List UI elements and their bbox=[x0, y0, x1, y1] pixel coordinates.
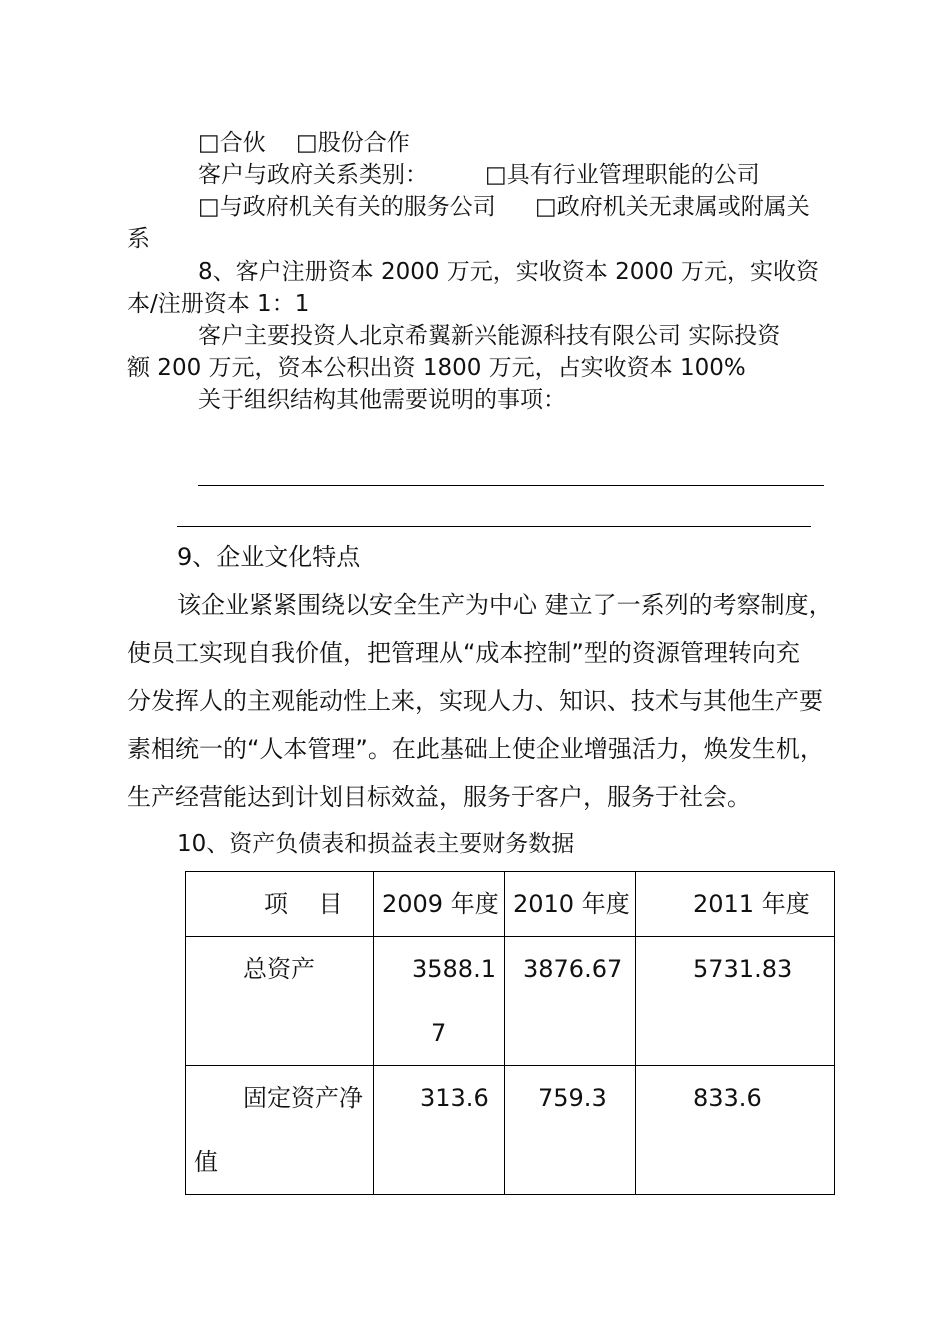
blank-line-1 bbox=[198, 485, 824, 486]
org-notes-label: 关于组织结构其他需要说明的事项： bbox=[198, 387, 566, 413]
table-row bbox=[186, 1066, 835, 1195]
option-industry-management: □具有行业管理职能的公司 bbox=[485, 162, 760, 188]
culture-line: 素相统一的“人本管理”。在此基础上使企业增强活力，焕发生机， bbox=[127, 735, 824, 763]
value-2011: 833.6 bbox=[636, 1066, 835, 1195]
row-label-cont: 值 bbox=[194, 1148, 218, 1176]
header-2009: 2009 年度 bbox=[374, 872, 505, 937]
cell-2009 bbox=[374, 937, 505, 1066]
value-2009-cont: 7 bbox=[431, 1019, 447, 1047]
option-partnership: □合伙 bbox=[198, 130, 266, 156]
row-label: 固定资产净 bbox=[243, 1084, 363, 1112]
culture-line: 分发挥人的主观能动性上来，实现人力、知识、技术与其他生产要 bbox=[127, 687, 823, 715]
culture-heading: 9、企业文化特点 bbox=[177, 543, 361, 571]
capital-line-2: 本/注册资本 1：1 bbox=[127, 291, 310, 317]
option-no-affiliation-cont: 系 bbox=[127, 226, 150, 252]
financial-data-table bbox=[185, 871, 835, 1195]
option-joint-stock: □股份合作 bbox=[296, 130, 410, 156]
gov-relation-label: 客户与政府关系类别： bbox=[198, 162, 428, 188]
row-label-cell bbox=[186, 1066, 374, 1195]
culture-line: 生产经营能达到计划目标效益，服务于客户，服务于社会。 bbox=[127, 783, 751, 811]
capital-line-1: 8、客户注册资本 2000 万元，实收资本 2000 万元，实收资 bbox=[198, 259, 819, 285]
blank-line-2 bbox=[177, 526, 811, 527]
header-item: 项 目 bbox=[186, 872, 374, 937]
finance-heading: 10、资产负债表和损益表主要财务数据 bbox=[177, 831, 575, 857]
row-label: 总资产 bbox=[243, 955, 315, 983]
row-label-cell bbox=[186, 937, 374, 1066]
option-gov-service: □与政府机关有关的服务公司 bbox=[198, 194, 496, 220]
culture-line: 使员工实现自我价值，把管理从“成本控制”型的资源管理转向充 bbox=[127, 639, 800, 667]
investor-line-1: 客户主要投资人北京希翼新兴能源科技有限公司 实际投资 bbox=[198, 323, 781, 349]
value-2011: 5731.83 bbox=[636, 937, 835, 1066]
header-2011: 2011 年度 bbox=[636, 872, 835, 937]
option-no-affiliation: □政府机关无隶属或附属关 bbox=[535, 194, 810, 220]
value-2009: 313.6 bbox=[420, 1084, 489, 1112]
value-2010: 3876.67 bbox=[505, 937, 636, 1066]
cell-2009 bbox=[374, 1066, 505, 1195]
table-header-row bbox=[186, 872, 835, 937]
value-2009: 3588.1 bbox=[412, 955, 496, 983]
culture-line: 该企业紧紧围绕以安全生产为中心 建立了一系列的考察制度， bbox=[177, 591, 833, 619]
table-row bbox=[186, 937, 835, 1066]
investor-line-2: 额 200 万元，资本公积出资 1800 万元，占实收资本 100% bbox=[127, 355, 746, 381]
header-2010: 2010 年度 bbox=[505, 872, 636, 937]
value-2010: 759.3 bbox=[505, 1066, 636, 1195]
